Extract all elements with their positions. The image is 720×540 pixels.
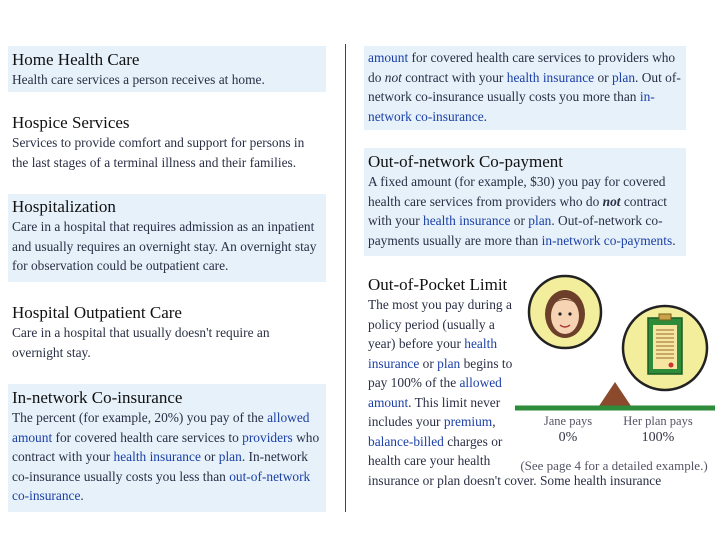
plan-pays-label: Her plan pays [623, 414, 693, 428]
link-plan[interactable]: plan [437, 355, 461, 371]
link-amount[interactable]: amount [368, 394, 409, 410]
def-home-health-care: Health care services a person receives at home. [12, 72, 265, 87]
link-plan[interactable]: plan [218, 449, 242, 464]
link-allowed[interactable]: allowed [459, 375, 502, 390]
def-in-network-coinsurance: The percent (for example, 20%) you pay of the allowed amount for covered health care services to providers who contract with your health insurance or plan. In-network co-insurance usually costs you less than out-of-network co-insurance. [12, 410, 320, 503]
entry-hospitalization [8, 194, 326, 282]
fulcrum-triangle [599, 382, 631, 406]
term-hospice-services: Hospice Services [12, 113, 130, 132]
entry-in-network-coinsurance [8, 384, 326, 512]
term-hospital-outpatient-care: Hospital Outpatient Care [12, 303, 182, 322]
link-plan[interactable]: plan [528, 213, 552, 228]
link-health-insurance[interactable]: health insurance [113, 449, 201, 464]
see-page-note: (See page 4 for a detailed example.) [520, 458, 708, 473]
link-health-insurance[interactable]: health insurance [506, 69, 595, 85]
def-oon-coinsurance-continued: amount for covered health care services to providers who do not contract with your health insurance or plan. Out of-network co-insurance usually costs you more than in-network co-insurance. [368, 50, 681, 124]
def-hospitalization: Care in a hospital that requires admission as an inpatient and usually requires an overnight stay. An overnight stay for observation could be outpatient care. [12, 219, 317, 273]
link-amount[interactable]: amount [368, 50, 409, 65]
term-oop-limit: Out-of-Pocket Limit [368, 275, 508, 294]
term-in-network-coinsurance: In-network Co-insurance [12, 388, 183, 407]
plan-pays-value: 100% [641, 430, 675, 445]
link-in-network-coinsurance[interactable]: in-network co-insurance [368, 89, 655, 124]
link-in-network-copayments[interactable]: in-network co-payments [541, 232, 673, 248]
link-allowed-amount[interactable]: allowed amount [12, 410, 310, 445]
jane-pays-value: 0% [558, 430, 578, 445]
link-premium[interactable]: premium [443, 414, 493, 429]
def-oon-copayment: A fixed amount (for example, $30) you pay for covered health care services from providers who do not contract with your health insurance or plan. Out-of-network co-payments usually are more than in-network co-payments. [368, 174, 676, 248]
entry-oon-coinsurance-continued [364, 46, 686, 130]
def-oop-limit: The most you pay during a policy period (usually a year) before your health insurance or plan begins to pay 100% of the allowed amount. This limit never includes your premium, balance-billed charges or health care your health insurance or plan doesn't cover. Some health insurance [368, 297, 662, 488]
def-hospice-services: Services to provide comfort and support for persons in the last stages of a terminal illness and their families. [12, 135, 305, 170]
def-hospital-outpatient-care: Care in a hospital that usually doesn't require an overnight stay. [12, 325, 270, 360]
entry-hospice-services [8, 112, 326, 178]
woman-avatar-icon [529, 276, 601, 348]
term-hospitalization: Hospitalization [12, 197, 116, 216]
link-plan[interactable]: plan [611, 69, 636, 85]
jane-pays-label: Jane pays [543, 414, 593, 428]
link-insurance[interactable]: insurance [368, 355, 420, 371]
entry-hospital-outpatient-care [8, 302, 326, 366]
entry-home-health-care [8, 46, 326, 92]
link-out-of-network-coinsurance[interactable]: out-of-network co-insurance [12, 468, 311, 503]
link-health[interactable]: health [464, 336, 498, 351]
entry-oon-copayment [364, 148, 686, 256]
link-providers[interactable]: providers [242, 429, 293, 445]
column-divider [345, 44, 346, 512]
plan-document-icon [623, 306, 707, 390]
term-home-health-care: Home Health Care [12, 50, 140, 69]
link-health-insurance[interactable]: health insurance [423, 213, 511, 228]
link-balance-billed[interactable]: balance-billed [368, 433, 444, 449]
term-oon-copayment: Out-of-network Co-payment [368, 152, 563, 171]
